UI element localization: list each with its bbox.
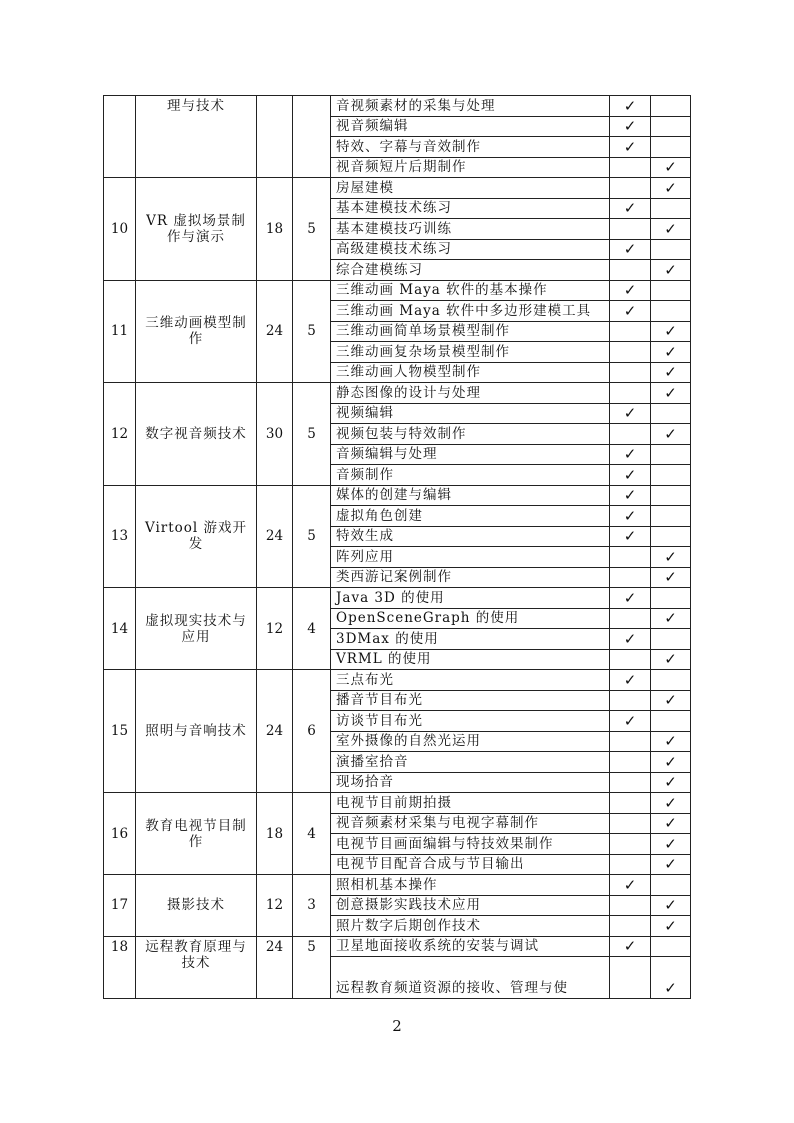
type-b-check-icon: ✓ [651,219,691,240]
table-row [104,793,691,814]
type-b-check-icon [651,526,691,547]
course-name: 照明与音响技术 [136,670,257,793]
type-b-check-icon: ✓ [651,813,691,834]
type-b-check-icon: ✓ [651,690,691,711]
type-b-check-icon: ✓ [651,178,691,199]
experiment-name: VRML 的使用 [331,649,610,670]
experiment-name: 演播室拾音 [331,752,610,773]
course-number: 15 [104,670,136,793]
experiment-name: 视频编辑 [331,403,610,424]
type-a-check-icon [610,260,651,281]
experiment-name: 综合建模练习 [331,260,610,281]
experiment-name: 音视频素材的采集与处理 [331,96,610,117]
table-row [104,588,691,609]
type-b-check-icon: ✓ [651,916,691,937]
type-b-check-icon: ✓ [651,752,691,773]
experiment-name: 阵列应用 [331,547,610,568]
course-number: 12 [104,383,136,486]
experiment-count: 4 [293,793,331,875]
type-b-check-icon [651,711,691,732]
type-a-check-icon: ✓ [610,875,651,896]
experiment-name: 三维动画 Maya 软件中多边形建模工具 [331,301,610,322]
type-b-check-icon [651,198,691,219]
experiment-name: 三维动画人物模型制作 [331,362,610,383]
type-b-check-icon [651,137,691,158]
experiment-name: Java 3D 的使用 [331,588,610,609]
type-b-check-icon: ✓ [651,649,691,670]
course-number: 16 [104,793,136,875]
experiment-count: 5 [293,280,331,383]
experiment-name: 虚拟角色创建 [331,506,610,527]
type-b-check-icon: ✓ [651,383,691,404]
type-a-check-icon: ✓ [610,936,651,957]
experiment-name: 音频制作 [331,465,610,486]
experiment-name: 电视节目配音合成与节目输出 [331,854,610,875]
experiment-name: 三维动画简单场景模型制作 [331,321,610,342]
type-b-check-icon: ✓ [651,895,691,916]
type-a-check-icon [610,957,651,999]
experiment-name: 三点布光 [331,670,610,691]
type-a-check-icon: ✓ [610,239,651,260]
type-b-check-icon: ✓ [651,957,691,999]
experiment-name: 远程教育频道资源的接收、管理与使 [331,957,610,999]
experiment-name: 三维动画复杂场景模型制作 [331,342,610,363]
table-row [104,670,691,691]
type-a-check-icon: ✓ [610,137,651,158]
type-a-check-icon [610,219,651,240]
experiment-count: 5 [293,178,331,281]
course-hours: 24 [257,485,293,588]
type-a-check-icon: ✓ [610,629,651,650]
experiment-name: 基本建模技术练习 [331,198,610,219]
type-b-check-icon [651,280,691,301]
experiment-name: 视频包装与特效制作 [331,424,610,445]
type-a-check-icon [610,342,651,363]
type-b-check-icon [651,403,691,424]
course-name: 教育电视节目制作 [136,793,257,875]
course-experiment-table [103,95,691,999]
course-name: 理与技术 [136,96,257,178]
course-hours: 18 [257,178,293,281]
table-row [104,383,691,404]
type-a-check-icon [610,813,651,834]
type-a-check-icon: ✓ [610,526,651,547]
type-b-check-icon: ✓ [651,260,691,281]
table-row [104,936,691,957]
experiment-count: 6 [293,670,331,793]
experiment-name: 3DMax 的使用 [331,629,610,650]
type-b-check-icon: ✓ [651,608,691,629]
type-a-check-icon [610,834,651,855]
type-b-check-icon [651,301,691,322]
type-a-check-icon [610,854,651,875]
type-b-check-icon: ✓ [651,854,691,875]
course-hours [257,96,293,178]
course-name: VR 虚拟场景制作与演示 [136,178,257,281]
experiment-name: 视音频短片后期制作 [331,157,610,178]
type-b-check-icon: ✓ [651,772,691,793]
course-number: 13 [104,485,136,588]
type-a-check-icon: ✓ [610,485,651,506]
type-a-check-icon: ✓ [610,403,651,424]
type-b-check-icon: ✓ [651,157,691,178]
course-number: 17 [104,875,136,937]
experiment-name: 类西游记案例制作 [331,567,610,588]
experiment-name: 卫星地面接收系统的安装与调试 [331,936,610,957]
type-b-check-icon: ✓ [651,731,691,752]
table-row [104,875,691,896]
table-row [104,178,691,199]
experiment-count: 4 [293,588,331,670]
type-b-check-icon: ✓ [651,321,691,342]
experiment-name: 照相机基本操作 [331,875,610,896]
type-a-check-icon [610,362,651,383]
experiment-count: 3 [293,875,331,937]
experiment-name: 特效生成 [331,526,610,547]
course-hours: 18 [257,793,293,875]
type-a-check-icon: ✓ [610,506,651,527]
type-b-check-icon [651,96,691,117]
experiment-name: 播音节目布光 [331,690,610,711]
experiment-count: 5 [293,936,331,999]
experiment-name: 现场拾音 [331,772,610,793]
type-b-check-icon [651,875,691,896]
experiment-name: 照片数字后期创作技术 [331,916,610,937]
experiment-name: 特效、字幕与音效制作 [331,137,610,158]
type-a-check-icon [610,690,651,711]
experiment-count: 5 [293,383,331,486]
type-b-check-icon: ✓ [651,793,691,814]
type-b-check-icon [651,588,691,609]
type-a-check-icon: ✓ [610,670,651,691]
type-a-check-icon: ✓ [610,280,651,301]
course-name: 虚拟现实技术与应用 [136,588,257,670]
page-number: 2 [392,1017,402,1035]
experiment-name: 视音频素材采集与电视字幕制作 [331,813,610,834]
type-a-check-icon [610,649,651,670]
course-number: 11 [104,280,136,383]
type-a-check-icon: ✓ [610,301,651,322]
course-hours: 24 [257,670,293,793]
course-hours: 12 [257,588,293,670]
type-b-check-icon [651,629,691,650]
course-name: 三维动画模型制作 [136,280,257,383]
type-a-check-icon [610,567,651,588]
type-a-check-icon: ✓ [610,444,651,465]
course-number [104,96,136,178]
type-a-check-icon: ✓ [610,588,651,609]
type-b-check-icon [651,444,691,465]
course-hours: 30 [257,383,293,486]
type-a-check-icon [610,608,651,629]
experiment-name: 视音频编辑 [331,116,610,137]
type-a-check-icon [610,178,651,199]
course-name: 数字视音频技术 [136,383,257,486]
type-a-check-icon [610,547,651,568]
type-a-check-icon [610,157,651,178]
experiment-name: 静态图像的设计与处理 [331,383,610,404]
course-hours: 24 [257,280,293,383]
course-hours: 12 [257,875,293,937]
type-a-check-icon [610,895,651,916]
type-a-check-icon [610,731,651,752]
experiment-name: 房屋建模 [331,178,610,199]
experiment-name: 高级建模技术练习 [331,239,610,260]
experiment-name: 电视节目画面编辑与特技效果制作 [331,834,610,855]
type-a-check-icon [610,772,651,793]
course-name: 摄影技术 [136,875,257,937]
type-b-check-icon [651,936,691,957]
table-row [104,280,691,301]
type-a-check-icon [610,793,651,814]
experiment-count [293,96,331,178]
type-b-check-icon [651,485,691,506]
type-a-check-icon: ✓ [610,96,651,117]
experiment-name: 基本建模技巧训练 [331,219,610,240]
type-a-check-icon [610,383,651,404]
type-a-check-icon: ✓ [610,198,651,219]
course-hours: 24 [257,936,293,999]
experiment-name: 创意摄影实践技术应用 [331,895,610,916]
course-number: 14 [104,588,136,670]
experiment-name: 电视节目前期拍摄 [331,793,610,814]
type-b-check-icon [651,670,691,691]
experiment-name: 三维动画 Maya 软件的基本操作 [331,280,610,301]
experiment-name: OpenSceneGraph 的使用 [331,608,610,629]
experiment-name: 室外摄像的自然光运用 [331,731,610,752]
course-number: 18 [104,936,136,999]
course-name: 远程教育原理与技术 [136,936,257,999]
table-row [104,96,691,117]
experiment-name: 访谈节目布光 [331,711,610,732]
type-b-check-icon: ✓ [651,362,691,383]
type-b-check-icon [651,465,691,486]
type-a-check-icon [610,321,651,342]
type-b-check-icon: ✓ [651,567,691,588]
type-b-check-icon [651,506,691,527]
type-a-check-icon [610,916,651,937]
table-row [104,485,691,506]
type-a-check-icon [610,752,651,773]
type-a-check-icon [610,424,651,445]
course-number: 10 [104,178,136,281]
type-b-check-icon: ✓ [651,834,691,855]
type-b-check-icon: ✓ [651,547,691,568]
experiment-name: 音频编辑与处理 [331,444,610,465]
type-b-check-icon [651,116,691,137]
course-name: Virtool 游戏开发 [136,485,257,588]
type-a-check-icon: ✓ [610,711,651,732]
type-a-check-icon: ✓ [610,116,651,137]
type-b-check-icon: ✓ [651,342,691,363]
type-b-check-icon [651,239,691,260]
experiment-name: 媒体的创建与编辑 [331,485,610,506]
type-b-check-icon: ✓ [651,424,691,445]
experiment-count: 5 [293,485,331,588]
type-a-check-icon: ✓ [610,465,651,486]
